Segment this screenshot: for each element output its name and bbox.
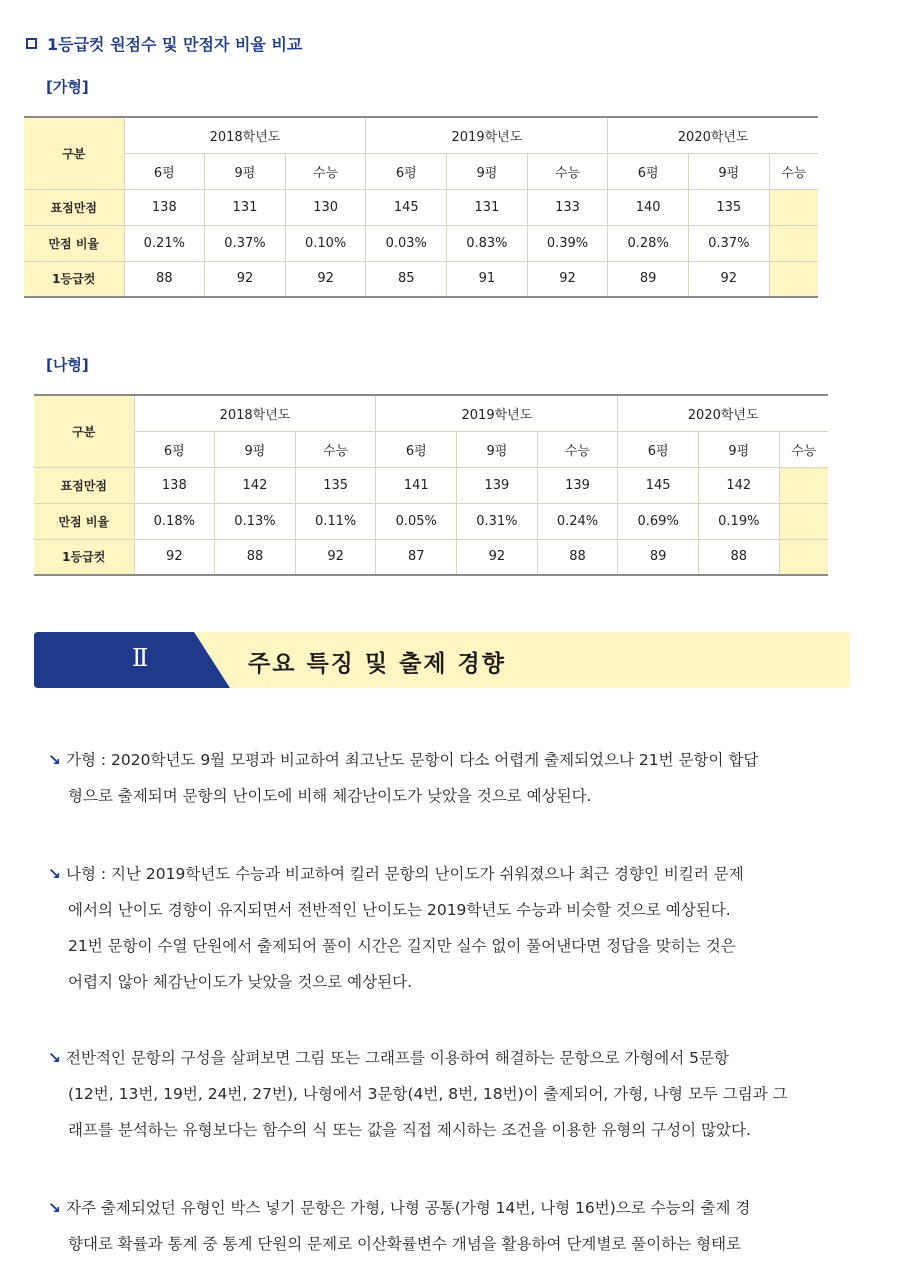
year-header: 2019학년도	[376, 395, 618, 431]
paragraph-box	[48, 1190, 844, 1262]
table-cell: 145	[618, 467, 699, 503]
table-cell: 0.31%	[457, 503, 538, 539]
table-cell: 142	[698, 467, 779, 503]
table-cell: 91	[447, 261, 528, 297]
table-label-na: [나형]	[46, 356, 89, 374]
row-label: 표점만점	[34, 467, 134, 503]
row-label: 1등급컷	[24, 261, 124, 297]
table-cell: 92	[527, 261, 608, 297]
table-cell: 0.10%	[285, 225, 366, 261]
exam-header: 6평	[366, 153, 447, 189]
banner-number: Ⅱ	[132, 644, 149, 672]
table-cell: 0.13%	[215, 503, 296, 539]
table-cell: 0.03%	[366, 225, 447, 261]
table-row	[24, 261, 818, 297]
table-cell: 0.69%	[618, 503, 699, 539]
table-cell: 88	[537, 539, 618, 575]
table-corner: 구분	[24, 117, 124, 189]
paragraph-ga	[48, 742, 844, 814]
section-title	[26, 32, 302, 55]
table-row	[34, 539, 828, 575]
table-cell-empty	[779, 467, 828, 503]
exam-header: 9평	[215, 431, 296, 467]
paragraph-line: 21번 문항이 수열 단원에서 출제되어 풀이 시간은 길지만 실수 없이 풀어낸다면 정답을 맞히는 것은	[68, 937, 736, 955]
year-header: 2020학년도	[618, 395, 828, 431]
exam-header: 9평	[698, 431, 779, 467]
paragraph-line: (12번, 13번, 19번, 24번, 27번), 나형에서 3문항(4번, 8번, 18번)이 출제되어, 가형, 나형 모두 그림과 그	[68, 1085, 788, 1103]
table-cell: 142	[215, 467, 296, 503]
table-cell: 88	[124, 261, 205, 297]
table-cell: 135	[295, 467, 376, 503]
exam-header: 9평	[205, 153, 286, 189]
table-row	[24, 225, 818, 261]
exam-header: 수능	[537, 431, 618, 467]
table-cell: 0.21%	[124, 225, 205, 261]
table-cell: 0.11%	[295, 503, 376, 539]
table-row	[34, 467, 828, 503]
arrow-bullet-icon: ↘	[48, 751, 61, 769]
table-cell-empty	[769, 189, 818, 225]
banner-title: 주요 특징 및 출제 경향	[248, 651, 506, 677]
table-row	[24, 189, 818, 225]
score-table-ga	[24, 116, 818, 298]
table-cell: 0.24%	[537, 503, 618, 539]
table-row	[34, 503, 828, 539]
section-title-text: 1등급컷 원점수 및 만점자 비율 비교	[47, 35, 303, 54]
table-cell: 140	[608, 189, 689, 225]
table-cell: 92	[285, 261, 366, 297]
table-cell: 0.28%	[608, 225, 689, 261]
exam-header: 수능	[285, 153, 366, 189]
table-corner: 구분	[34, 395, 134, 467]
year-header: 2018학년도	[134, 395, 376, 431]
table-cell-empty	[779, 503, 828, 539]
row-label: 만점 비율	[24, 225, 124, 261]
row-label: 만점 비율	[34, 503, 134, 539]
paragraph-na	[48, 856, 844, 1000]
paragraph-line: 전반적인 문항의 구성을 살펴보면 그림 또는 그래프를 이용하여 해결하는 문항으로 가형에서 5문항	[66, 1049, 729, 1067]
table-cell: 92	[688, 261, 769, 297]
table-cell: 131	[447, 189, 528, 225]
paragraph-line: 래프를 분석하는 유형보다는 함수의 식 또는 값을 직접 제시하는 조건을 이용한 유형의 구성이 많았다.	[68, 1121, 751, 1139]
table-cell: 0.37%	[205, 225, 286, 261]
paragraph-line: 어렵지 않아 체감난이도가 낮았을 것으로 예상된다.	[68, 973, 412, 991]
table-cell: 0.18%	[134, 503, 215, 539]
table-cell: 139	[537, 467, 618, 503]
table-cell: 0.83%	[447, 225, 528, 261]
row-label: 표점만점	[24, 189, 124, 225]
table-cell-empty	[769, 261, 818, 297]
table-cell-empty	[769, 225, 818, 261]
exam-header: 9평	[457, 431, 538, 467]
year-header: 2020학년도	[608, 117, 818, 153]
arrow-bullet-icon: ↘	[48, 1049, 61, 1067]
table-cell: 92	[295, 539, 376, 575]
square-bullet-icon	[26, 38, 37, 49]
exam-header: 9평	[447, 153, 528, 189]
table-cell: 131	[205, 189, 286, 225]
table-label-ga: [가형]	[46, 78, 89, 96]
table-cell: 138	[124, 189, 205, 225]
paragraph-line: 향대로 확률과 통계 중 통계 단원의 문제로 이산확률변수 개념을 활용하여 단계별로 풀이하는 형태로	[68, 1235, 742, 1253]
exam-header: 6평	[124, 153, 205, 189]
exam-header: 6평	[376, 431, 457, 467]
table-cell: 92	[205, 261, 286, 297]
table-cell: 130	[285, 189, 366, 225]
table-cell: 89	[608, 261, 689, 297]
paragraph-line: 나형 : 지난 2019학년도 수능과 비교하여 킬러 문항의 난이도가 쉬워졌으나 최근 경향인 비킬러 문제	[66, 865, 744, 883]
table-cell: 87	[376, 539, 457, 575]
exam-header: 6평	[608, 153, 689, 189]
year-header: 2019학년도	[366, 117, 608, 153]
table-cell: 92	[134, 539, 215, 575]
exam-header: 수능	[769, 153, 818, 189]
table-cell: 138	[134, 467, 215, 503]
table-cell: 88	[698, 539, 779, 575]
exam-header: 수능	[295, 431, 376, 467]
table-cell: 0.05%	[376, 503, 457, 539]
table-cell-empty	[779, 539, 828, 575]
paragraph-line: 자주 출제되었던 유형인 박스 넣기 문항은 가형, 나형 공통(가형 14번, 나형 16번)으로 수능의 출제 경	[66, 1199, 751, 1217]
paragraph-line: 가형 : 2020학년도 9월 모평과 비교하여 최고난도 문항이 다소 어렵게 출제되었으나 21번 문항이 합답	[66, 751, 759, 769]
exam-header: 수능	[527, 153, 608, 189]
year-header: 2018학년도	[124, 117, 366, 153]
table-cell: 133	[527, 189, 608, 225]
score-table-na	[34, 394, 828, 576]
exam-header: 6평	[618, 431, 699, 467]
table-cell: 89	[618, 539, 699, 575]
table-cell: 0.39%	[527, 225, 608, 261]
table-cell: 145	[366, 189, 447, 225]
section-banner	[34, 632, 850, 688]
paragraph-overall	[48, 1040, 844, 1148]
table-cell: 141	[376, 467, 457, 503]
table-cell: 139	[457, 467, 538, 503]
table-cell: 135	[688, 189, 769, 225]
table-cell: 92	[457, 539, 538, 575]
table-cell: 88	[215, 539, 296, 575]
table-cell: 85	[366, 261, 447, 297]
arrow-bullet-icon: ↘	[48, 865, 61, 883]
exam-header: 9평	[688, 153, 769, 189]
table-cell: 0.19%	[698, 503, 779, 539]
table-cell: 0.37%	[688, 225, 769, 261]
arrow-bullet-icon: ↘	[48, 1199, 61, 1217]
row-label: 1등급컷	[34, 539, 134, 575]
exam-header: 6평	[134, 431, 215, 467]
paragraph-line: 에서의 난이도 경향이 유지되면서 전반적인 난이도는 2019학년도 수능과 비슷할 것으로 예상된다.	[68, 901, 731, 919]
paragraph-line: 형으로 출제되며 문항의 난이도에 비해 체감난이도가 낮았을 것으로 예상된다.	[68, 787, 592, 805]
exam-header: 수능	[779, 431, 828, 467]
